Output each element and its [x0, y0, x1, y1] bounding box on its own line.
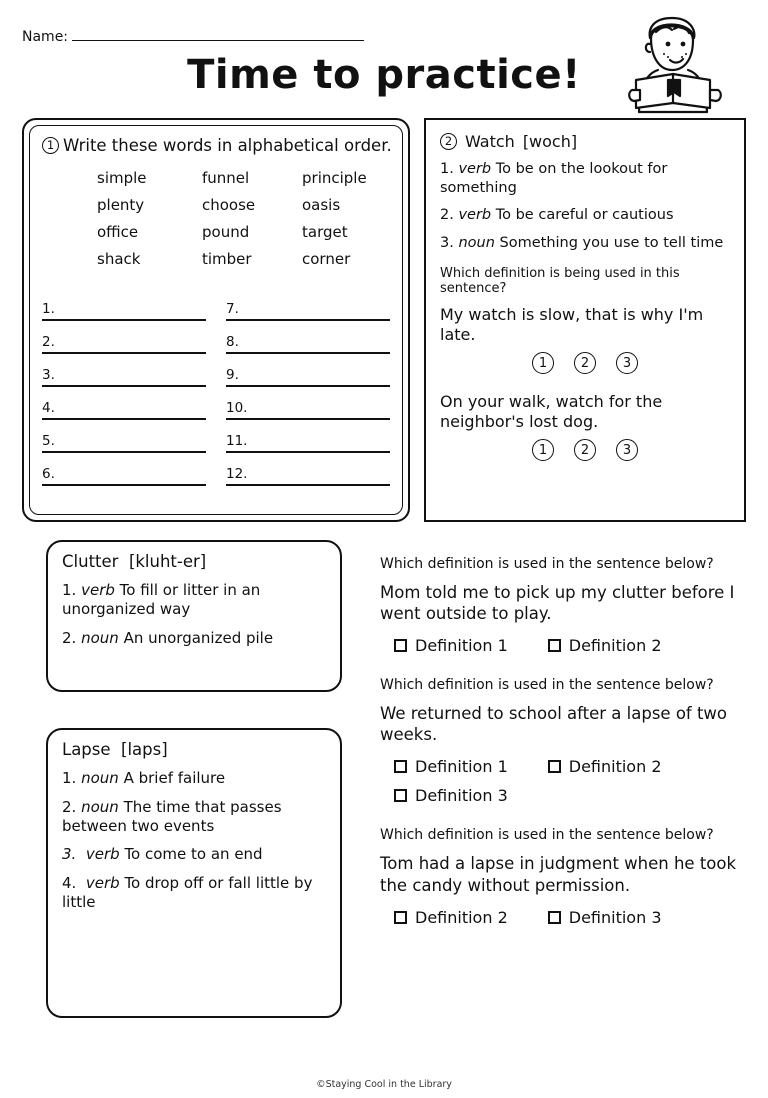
choice-option[interactable]: 1 — [532, 439, 554, 461]
question-prompt: Which definition is used in the sentence below? — [380, 677, 714, 694]
checkbox-icon[interactable] — [548, 639, 561, 652]
question-2-choice-row — [440, 439, 730, 461]
question-block — [380, 677, 752, 805]
definition-text: A brief failure — [123, 769, 226, 787]
word-bank — [42, 169, 390, 268]
choice-option[interactable]: 2 — [574, 352, 596, 374]
choice-option[interactable]: 3 — [616, 352, 638, 374]
question-sentence: Mom told me to pick up my clutter before I went outside to play. — [380, 583, 735, 624]
name-input-line[interactable] — [72, 28, 364, 41]
answer-line-number: 12. — [226, 466, 248, 482]
definition-part-of-speech: verb — [81, 581, 115, 599]
footer-credit: ©Staying Cool in the Library — [316, 1079, 452, 1090]
word-bank-word: pound — [202, 223, 250, 241]
checkbox-icon[interactable] — [394, 911, 407, 924]
checkbox-label: Definition 2 — [415, 907, 508, 927]
definition-part-of-speech: verb — [85, 874, 120, 892]
answer-line[interactable] — [226, 420, 390, 453]
question-1-number: 1 — [42, 137, 59, 154]
word-bank-word: shack — [97, 250, 141, 268]
clutter-pronunciation: [kluht-er] — [128, 552, 207, 571]
definition-part-of-speech: verb — [85, 845, 120, 864]
question-block — [380, 556, 752, 655]
checkbox-option[interactable] — [394, 636, 508, 655]
question-prompt: Which definition is used in the sentence below? — [380, 556, 714, 572]
answer-line-number: 2. — [42, 334, 55, 350]
answer-line-number: 1. — [42, 301, 55, 317]
lapse-entry-heading — [62, 740, 326, 759]
answer-line[interactable] — [226, 321, 390, 354]
name-row — [22, 28, 364, 45]
word-bank-word: target — [302, 223, 348, 241]
question-1-box — [22, 118, 410, 522]
definition-number: 1. — [62, 769, 77, 787]
child-reading-book-icon — [606, 8, 746, 120]
checkbox-label: Definition 3 — [568, 907, 662, 927]
answer-line[interactable] — [226, 354, 390, 387]
answer-line[interactable] — [226, 453, 390, 486]
lapse-entry-word: Lapse — [62, 740, 111, 759]
definition-number: 1. — [62, 581, 77, 599]
question-block — [380, 827, 752, 926]
answer-line[interactable] — [42, 321, 206, 354]
definition-part-of-speech: noun — [81, 769, 119, 787]
answer-lines — [42, 288, 390, 486]
definition-number: 1. — [440, 161, 454, 177]
question-1-heading — [42, 136, 390, 155]
answer-line-number: 4. — [42, 400, 55, 416]
word-bank-word: plenty — [97, 196, 145, 214]
definition-text: To be careful or cautious — [495, 207, 674, 224]
word-bank-word: timber — [202, 250, 252, 268]
answer-line[interactable] — [42, 387, 206, 420]
definition-item — [62, 581, 326, 619]
definition-part-of-speech: noun — [458, 234, 495, 251]
definition-number: 2. — [440, 207, 454, 224]
checkbox-label: Definition 2 — [568, 757, 662, 777]
definition-item — [440, 206, 730, 225]
definition-text: To be on the lookout for something — [440, 161, 668, 196]
option-row — [380, 908, 752, 927]
right-question-column — [380, 556, 752, 927]
answer-line-number: 10. — [226, 400, 248, 416]
word-bank-word: principle — [302, 169, 367, 187]
answer-line-number: 3. — [42, 367, 55, 383]
definition-text: An unorganized pile — [123, 628, 274, 647]
definition-item — [62, 798, 326, 836]
definition-part-of-speech: verb — [458, 207, 492, 224]
definition-text: To drop off or fall little by little — [62, 874, 313, 911]
clutter-entry-heading — [62, 552, 326, 571]
question-2-sentence: My watch is slow, that is why I'm late. — [440, 305, 704, 345]
checkbox-option[interactable] — [394, 757, 508, 776]
definition-item — [62, 629, 326, 648]
definition-part-of-speech: noun — [81, 628, 119, 647]
definition-text: To come to an end — [124, 845, 263, 864]
checkbox-option[interactable] — [548, 908, 662, 927]
option-row — [380, 757, 752, 805]
question-sentence: We returned to school after a lapse of two weeks. — [380, 704, 728, 745]
question-2-heading — [440, 132, 730, 151]
definition-part-of-speech: noun — [81, 797, 119, 816]
word-bank-word: simple — [97, 169, 147, 187]
checkbox-option[interactable] — [548, 757, 662, 776]
clutter-entry-word: Clutter — [62, 552, 119, 571]
answer-line-number: 7. — [226, 301, 239, 317]
checkbox-label: Definition 1 — [415, 757, 508, 777]
checkbox-icon[interactable] — [548, 760, 561, 773]
answer-line[interactable] — [42, 453, 206, 486]
answer-line[interactable] — [226, 288, 390, 321]
answer-line-number: 8. — [226, 334, 239, 350]
clutter-entry-box — [46, 540, 342, 692]
choice-option[interactable]: 2 — [574, 439, 596, 461]
definition-text: Something you use to tell time — [499, 234, 724, 251]
answer-line[interactable] — [42, 354, 206, 387]
word-bank-word: funnel — [202, 169, 250, 187]
definition-text: To fill or litter in an unorganized way — [62, 581, 261, 618]
definition-item — [440, 234, 730, 253]
checkbox-option[interactable] — [548, 636, 662, 655]
checkbox-icon[interactable] — [394, 789, 407, 802]
name-label: Name: — [22, 29, 69, 45]
checkbox-icon[interactable] — [394, 639, 407, 652]
checkbox-icon[interactable] — [548, 911, 561, 924]
definition-item — [62, 845, 326, 864]
question-sentence: Tom had a lapse in judgment when he took the candy without permission. — [380, 854, 737, 895]
choice-option[interactable]: 1 — [532, 352, 554, 374]
question-2-choice-row — [440, 352, 730, 374]
definition-number: 4. — [62, 874, 77, 892]
definition-number: 2. — [62, 628, 77, 647]
definition-number: 3. — [62, 845, 77, 864]
lapse-entry-box — [46, 728, 342, 1018]
answer-line[interactable] — [42, 420, 206, 453]
question-2-prompt: Which definition is being used in this sentence? — [440, 266, 680, 297]
option-row — [380, 636, 752, 655]
word-bank-word: oasis — [302, 196, 341, 214]
answer-line-number: 11. — [226, 433, 248, 449]
definition-item — [62, 874, 326, 912]
word-bank-word: office — [97, 223, 139, 241]
definition-item — [440, 160, 730, 197]
answer-line[interactable] — [226, 387, 390, 420]
definition-number: 2. — [62, 797, 77, 816]
answer-line[interactable] — [42, 288, 206, 321]
definition-number: 3. — [440, 234, 454, 251]
definition-part-of-speech: verb — [458, 161, 492, 177]
lapse-pronunciation: [laps] — [121, 740, 168, 759]
checkbox-icon[interactable] — [394, 760, 407, 773]
question-2-box — [424, 118, 746, 522]
question-2-entry-word: Watch — [465, 132, 515, 151]
word-bank-word: corner — [302, 250, 351, 268]
answer-line-number: 9. — [226, 367, 239, 383]
checkbox-label: Definition 3 — [415, 786, 508, 806]
question-2-pronunciation: [woch] — [522, 132, 578, 151]
checkbox-label: Definition 1 — [415, 636, 508, 656]
answer-line-number: 5. — [42, 433, 55, 449]
question-2-sentence: On your walk, watch for the neighbor's lost dog. — [440, 392, 663, 432]
word-bank-word: choose — [202, 196, 256, 214]
choice-option[interactable]: 3 — [616, 439, 638, 461]
definition-text: The time that passes between two events — [62, 797, 282, 835]
question-1-instruction: Write these words in alphabetical order. — [63, 136, 392, 155]
question-prompt: Which definition is used in the sentence below? — [380, 827, 714, 844]
page-title: Time to practice! — [187, 52, 581, 98]
question-2-number: 2 — [440, 133, 457, 150]
answer-line-number: 6. — [42, 466, 55, 482]
checkbox-label: Definition 2 — [568, 636, 662, 656]
checkbox-option[interactable] — [394, 786, 508, 805]
definition-item — [62, 769, 326, 788]
checkbox-option[interactable] — [394, 908, 508, 927]
